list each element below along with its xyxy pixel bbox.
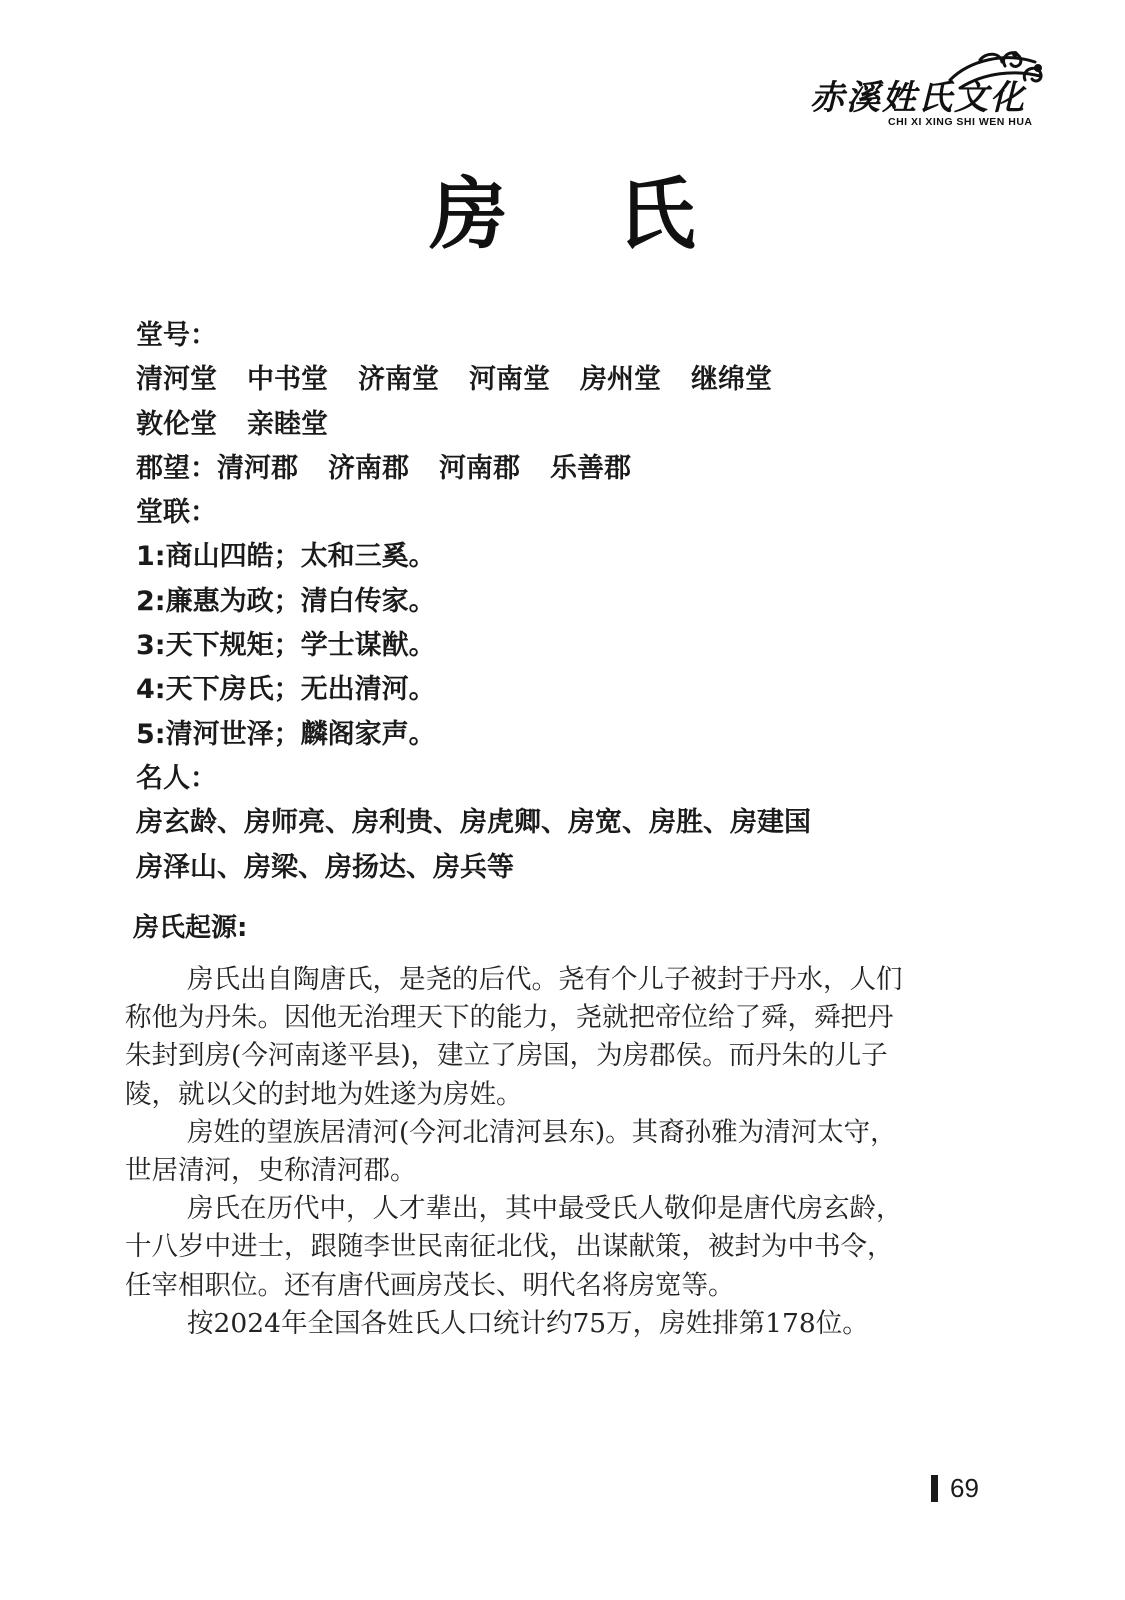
hall-name: 房州堂 <box>580 364 661 396</box>
header-logo <box>800 40 1050 135</box>
origin-heading: 房氏起源: <box>133 913 248 943</box>
couplet-item: 1:商山四皓；太和三奚。 <box>136 541 436 573</box>
body-line: 房姓的望族居清河(今河北清河县东)。其裔孙雅为清河太守， <box>187 1116 897 1148</box>
famous-people-row-2: 房泽山、房梁、房扬达、房兵等 <box>136 851 514 883</box>
page-title-char-2: 氏 <box>617 169 696 260</box>
commandery-name: 清河郡 <box>217 452 298 484</box>
commandery-name: 济南郡 <box>328 452 409 484</box>
hall-names-label: 堂号： <box>136 320 217 351</box>
commandery-row <box>136 447 1036 491</box>
hall-name: 继绵堂 <box>691 364 772 396</box>
commandery-label: 郡望： <box>136 452 217 484</box>
couplet-item: 2:廉惠为政；清白传家。 <box>136 585 436 617</box>
body-line: 陵，就以父的封地为姓遂为房姓。 <box>125 1078 523 1110</box>
hall-name: 济南堂 <box>358 364 439 396</box>
body-line: 称他为丹朱。因他无治理天下的能力，尧就把帝位给了舜，舜把丹 <box>125 1002 894 1034</box>
hall-name: 清河堂 <box>136 364 217 396</box>
page-marker-bar <box>931 1475 938 1502</box>
logo-subtitle: CHI XI XING SHI WEN HUA <box>888 116 1033 128</box>
couplets-label: 堂联： <box>136 497 217 529</box>
page-number-text: 69 <box>950 1472 979 1503</box>
origin-body <box>125 961 985 1343</box>
hall-name: 亲睦堂 <box>247 408 328 440</box>
body-line: 世居清河，史称清河郡。 <box>125 1154 417 1186</box>
hall-name: 中书堂 <box>247 364 328 396</box>
couplet-item: 3:天下规矩；学士谋猷。 <box>136 630 436 662</box>
famous-people-label: 名人： <box>136 762 217 794</box>
logo-title: 赤溪姓氏文化 <box>810 78 1026 118</box>
page-title-char-1: 房 <box>429 169 508 260</box>
hall-names-row-1 <box>136 358 1036 402</box>
famous-people-row-1: 房玄龄、房师亮、房利贵、房虎卿、房宽、房胜、房建国 <box>136 807 811 839</box>
page-title <box>0 165 1125 265</box>
couplet-item: 4:天下房氏；无出清河。 <box>136 674 436 706</box>
hall-names-row-2 <box>136 403 1036 447</box>
commandery-name: 乐善郡 <box>550 452 631 484</box>
body-line: 按2024年全国各姓氏人口统计约75万，房姓排第178位。 <box>187 1307 869 1339</box>
commandery-name: 河南郡 <box>439 452 520 484</box>
body-line: 房氏出自陶唐氏，是尧的后代。尧有个儿子被封于丹水，人们 <box>187 964 903 995</box>
body-line: 朱封到房(今河南遂平县)，建立了房国，为房郡侯。而丹朱的儿子 <box>125 1040 888 1072</box>
hall-name: 敦伦堂 <box>136 408 217 440</box>
couplet-item: 5:清河世泽；麟阁家声。 <box>136 718 436 750</box>
body-line: 十八岁中进士，跟随李世民南征北伐，出谋献策，被封为中书令， <box>125 1231 894 1263</box>
page-number <box>931 1472 979 1504</box>
body-line: 任宰相职位。还有唐代画房茂长、明代名将房宽等。 <box>125 1269 735 1301</box>
body-line: 房氏在历代中，人才辈出，其中最受氏人敬仰是唐代房玄龄， <box>187 1193 903 1225</box>
surname-info <box>136 314 1036 890</box>
hall-name: 河南堂 <box>469 364 550 396</box>
